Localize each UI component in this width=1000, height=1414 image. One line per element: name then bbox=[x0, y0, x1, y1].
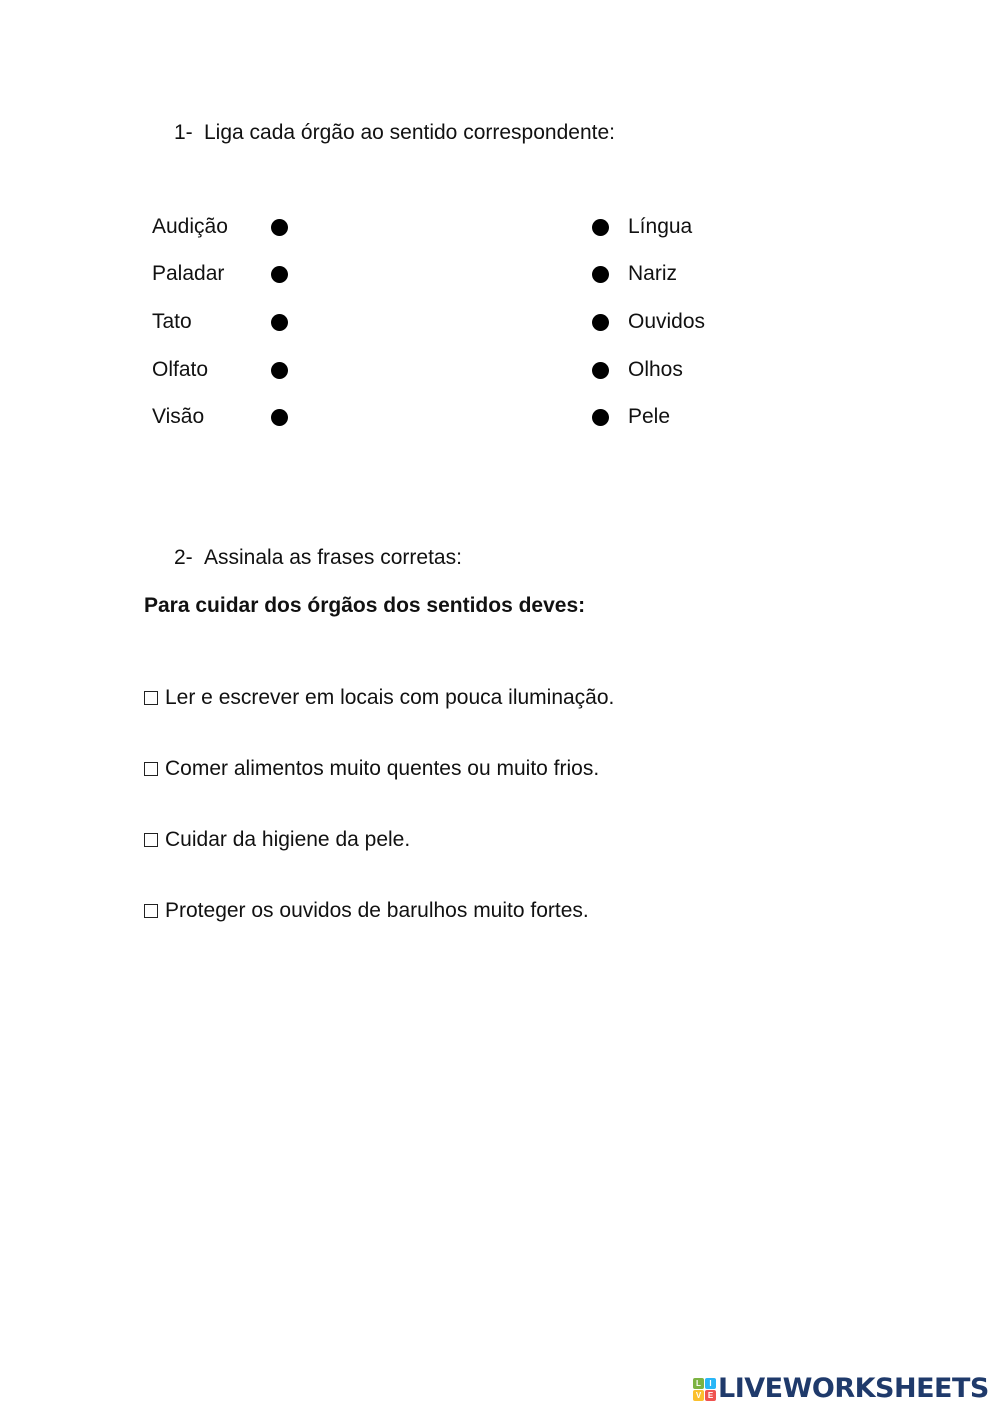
organ-label: Olhos bbox=[628, 358, 683, 381]
checkbox-option[interactable] bbox=[143, 685, 614, 711]
liveworksheets-logo bbox=[693, 1374, 989, 1404]
organ-connector-dot[interactable] bbox=[592, 314, 609, 331]
sense-connector-dot[interactable] bbox=[271, 362, 288, 379]
question-2-subtitle: Para cuidar dos órgãos dos sentidos deves: bbox=[144, 594, 586, 617]
checkbox-icon[interactable] bbox=[144, 762, 158, 776]
organ-label: Nariz bbox=[628, 262, 678, 285]
sense-connector-dot[interactable] bbox=[271, 314, 288, 331]
option-label: Cuidar da higiene da pele. bbox=[165, 828, 411, 851]
organ-label: Pele bbox=[628, 405, 671, 428]
question-2-title bbox=[174, 545, 462, 571]
question-1-title bbox=[174, 120, 615, 146]
checkbox-option[interactable] bbox=[143, 827, 410, 853]
checkbox-icon[interactable] bbox=[144, 833, 158, 847]
organ-label: Ouvidos bbox=[628, 310, 706, 333]
organ-connector-dot[interactable] bbox=[592, 219, 609, 236]
sense-label: Tato bbox=[152, 310, 192, 333]
question-2-number: 2- bbox=[174, 546, 193, 569]
organ-label: Língua bbox=[628, 215, 693, 238]
checkbox-option[interactable] bbox=[143, 898, 589, 924]
logo-letter: V bbox=[693, 1390, 704, 1401]
sense-label: Paladar bbox=[152, 262, 225, 285]
question-2-text: Assinala as frases corretas: bbox=[204, 546, 462, 569]
brand-name: LIVEWORKSHEETS bbox=[718, 1373, 989, 1404]
option-label: Comer alimentos muito quentes ou muito frios. bbox=[165, 757, 600, 780]
checkbox-icon[interactable] bbox=[144, 904, 158, 918]
option-label: Ler e escrever em locais com pouca iluminação. bbox=[165, 686, 615, 709]
option-label: Proteger os ouvidos de barulhos muito fortes. bbox=[165, 899, 589, 922]
sense-label: Visão bbox=[152, 405, 205, 428]
logo-grid-icon bbox=[693, 1378, 716, 1401]
logo-letter: L bbox=[693, 1378, 704, 1389]
logo-letter: E bbox=[705, 1390, 716, 1401]
question-1-number: 1- bbox=[174, 121, 193, 144]
sense-connector-dot[interactable] bbox=[271, 409, 288, 426]
organ-connector-dot[interactable] bbox=[592, 409, 609, 426]
sense-connector-dot[interactable] bbox=[271, 266, 288, 283]
logo-letter: I bbox=[705, 1378, 716, 1389]
sense-label: Audição bbox=[152, 215, 228, 238]
checkbox-icon[interactable] bbox=[144, 691, 158, 705]
organ-connector-dot[interactable] bbox=[592, 362, 609, 379]
question-1-text: Liga cada órgão ao sentido correspondente: bbox=[204, 121, 615, 144]
organ-connector-dot[interactable] bbox=[592, 266, 609, 283]
checkbox-option[interactable] bbox=[143, 756, 599, 782]
sense-label: Olfato bbox=[152, 358, 209, 381]
sense-connector-dot[interactable] bbox=[271, 219, 288, 236]
